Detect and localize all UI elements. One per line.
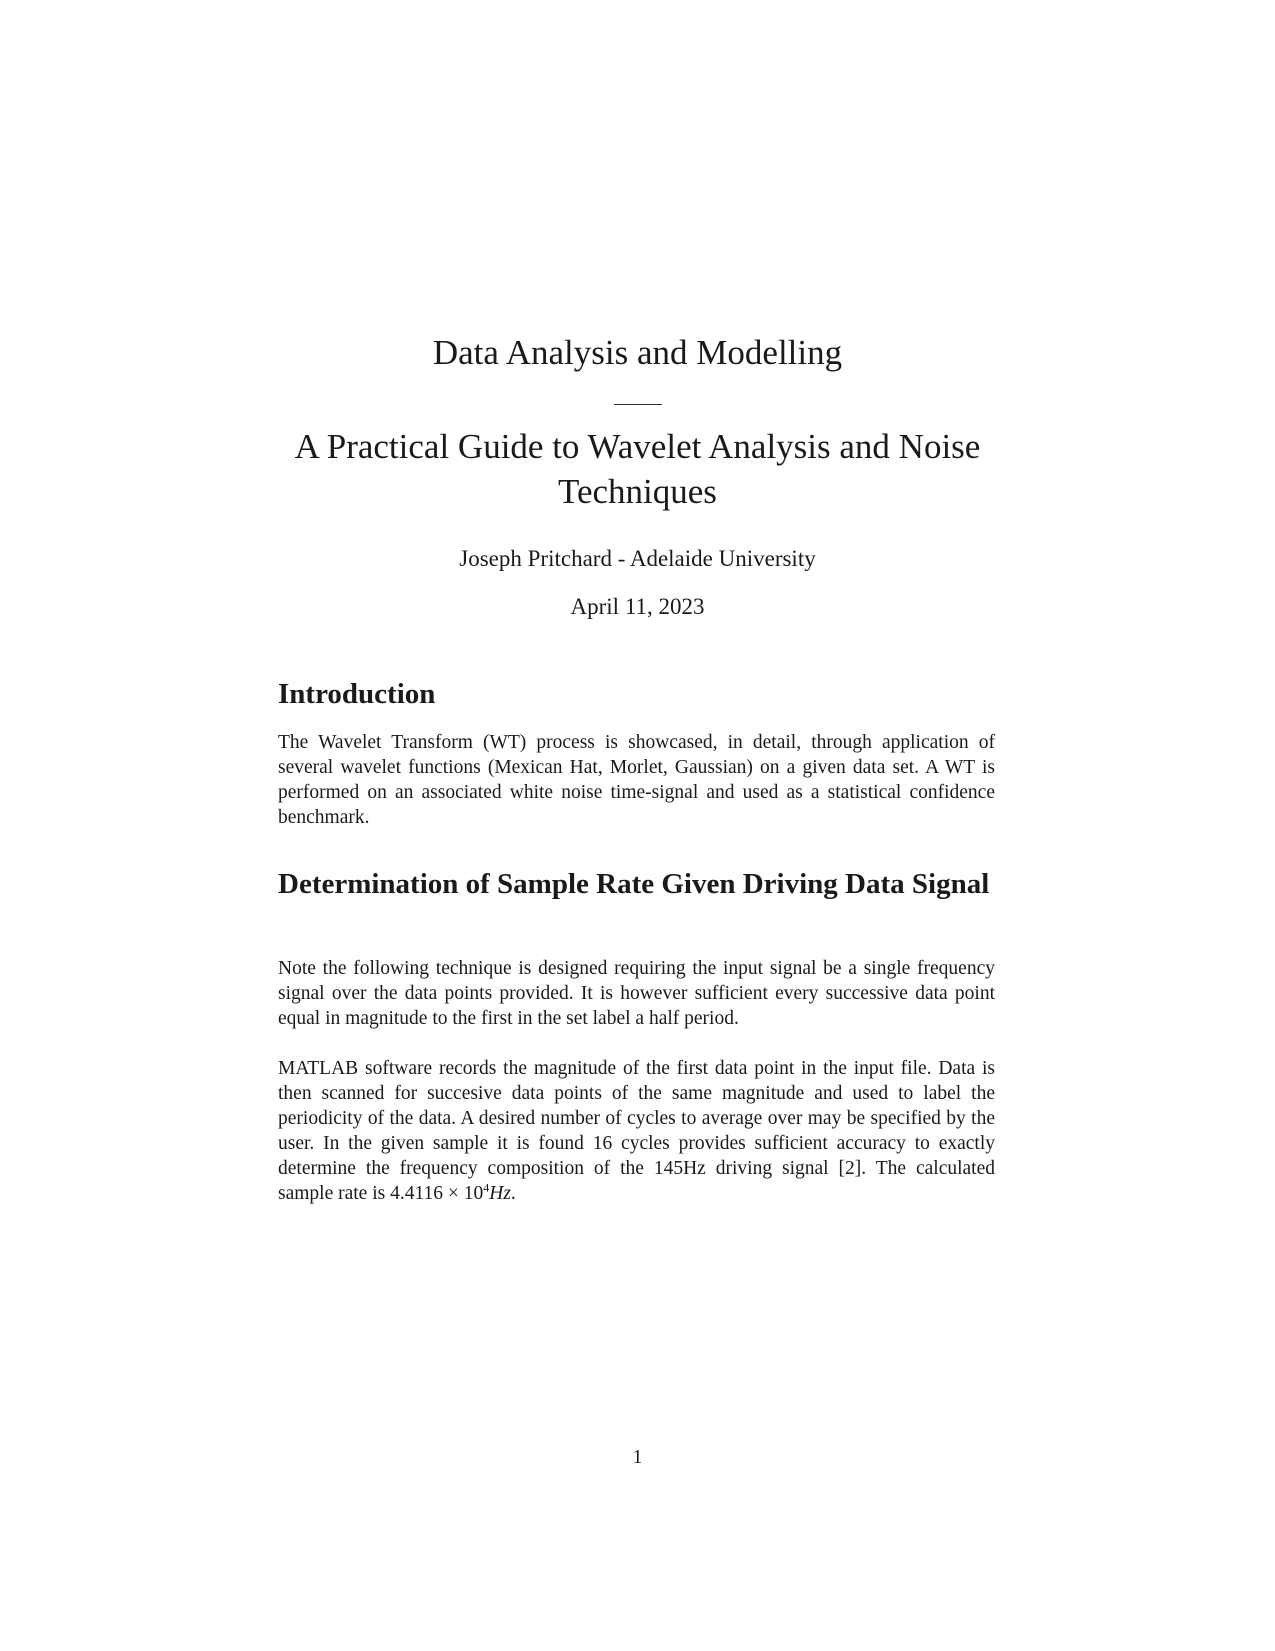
sample-rate-mantissa: 4.4116 (390, 1183, 443, 1204)
page-number: 1 (632, 1447, 643, 1468)
title-separator-rule (614, 404, 662, 405)
introduction-paragraph: The Wavelet Transform (WT) process is showcased, in detail, through application of several wavelet functions (Mexican Hat, Morlet, Gaussian) on a given data set. A WT is performed on an associated white noise time-signal and used as a statistical confidence benchmark. (278, 732, 995, 828)
author-line: Joseph Pritchard - Adelaide University (459, 546, 816, 571)
section-heading-introduction: Introduction (278, 678, 436, 710)
sample-rate-base: 10 (463, 1183, 484, 1204)
course-title: Data Analysis and Modelling (432, 333, 843, 372)
matlab-method-paragraph (278, 1056, 995, 1206)
sample-rate-unit: Hz (489, 1183, 511, 1204)
matlab-method-text: MATLAB software records the magnitude of the first data point in the input file. Data is then scanned for succesive data points of the same magnitude and used to label the periodicity of the data. A desired number of cycles to average over may be specified by the user. In the given sample it is found 16 cycles provides sufficient accuracy to exactly determine the frequency composition of the 145Hz driving signal [2]. The calculated sample rate is (278, 1058, 995, 1204)
sample-rate-exponent: 4 (483, 1180, 490, 1195)
paper-title: A Practical Guide to Wavelet Analysis and Noise Techniques (294, 427, 981, 511)
times-symbol: × (447, 1183, 459, 1204)
sentence-end-period: . (510, 1183, 516, 1204)
publication-date: April 11, 2023 (570, 594, 705, 619)
sample-rate-note-paragraph: Note the following technique is designed requiring the input signal be a single frequency signal over the data points provided. It is however sufficient every successive data point equal in magnitude to the first in the set label a half period. (278, 958, 995, 1029)
section-heading-sample-rate: Determination of Sample Rate Given Driving Data Signal (278, 868, 990, 900)
sample-rate-value (390, 1180, 516, 1204)
